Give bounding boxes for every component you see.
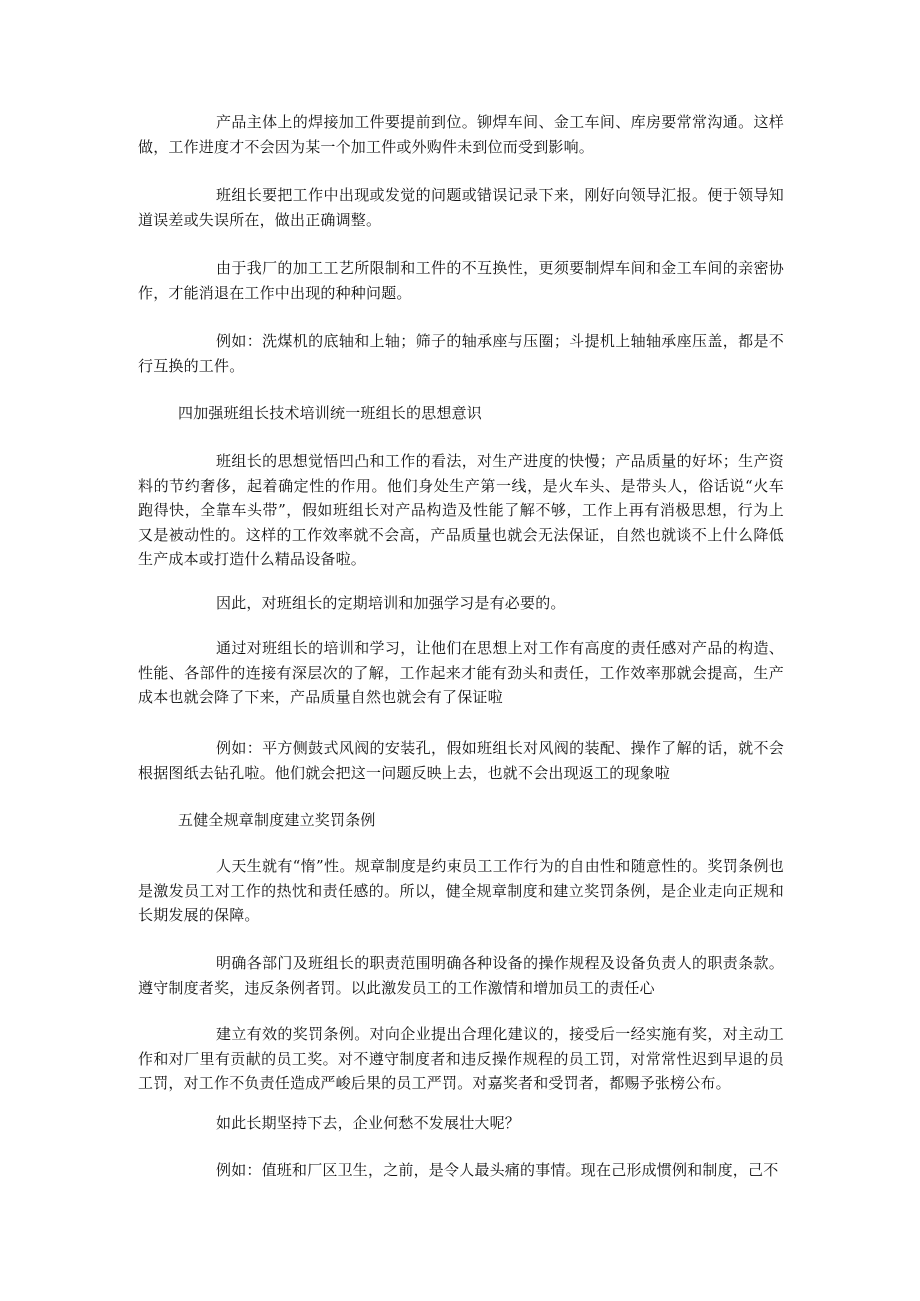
paragraph-12	[138, 1111, 784, 1136]
paragraph-text: 明确各部门及班组长的职责范围明确各种设备的操作规程及设备负责人的职责条款。遵守制度者奖，违反条例者罚。以此激发员工的工作激情和增加员工的责任心	[138, 954, 784, 997]
paragraph-text: 建立有效的奖罚条例。对向企业提出合理化建议的，接受后一经实施有奖，对主动工作和对厂里有贡献的员工奖。对不遵守制度者和违反操作规程的员工罚，对常常性迟到早退的员工罚，对工作不负责任造成严峻后果的员工严罚。对嘉奖者和受罚者，都赐予张榜公布。	[138, 1025, 784, 1092]
section-heading-text: 四加强班组长技术培训统一班组长的思想意识	[178, 404, 483, 422]
paragraph-2	[138, 183, 784, 232]
section-heading-text: 五健全规章制度建立奖罚条例	[178, 811, 376, 829]
paragraph-text: 例如：洗煤机的底轴和上轴；筛子的轴承座与压圈；斗提机上轴轴承座压盖，都是不行互换的工件。	[138, 332, 784, 375]
paragraph-5	[138, 449, 784, 572]
paragraph-6	[138, 591, 784, 616]
paragraph-text: 因此，对班组长的定期培训和加强学习是有必要的。	[216, 594, 566, 612]
paragraph-3	[138, 256, 784, 305]
section-heading-5	[138, 808, 784, 833]
paragraph-text: 班组长的思想觉悟凹凸和工作的看法，对生产进度的快慢；产品质量的好坏；生产资料的节约奢侈，起着确定性的作用。他们身处生产第一线，是火车头、是带头人，俗话说“火车跑得快，全靠车头带”，假如班组长对产品构造及性能了解不够，工作上再有消极思想，行为上又是被动性的。这样的工作效率就不会高，产品质量也就会无法保证，自然也就谈不上什么降低生产成本或打造什么精品设备啦。	[138, 452, 784, 568]
paragraph-13	[138, 1158, 784, 1183]
paragraph-7	[138, 636, 784, 710]
paragraph-11	[138, 1022, 784, 1096]
paragraph-9	[138, 854, 784, 928]
paragraph-8	[138, 736, 784, 785]
paragraph-4	[138, 329, 784, 378]
paragraph-text: 通过对班组长的培训和学习，让他们在思想上对工作有高度的责任感对产品的构造、性能、各部件的连接有深层次的了解，工作起来才能有劲头和责任，工作效率那就会提高，生产成本也就会降了下来，产品质量自然也就会有了保证啦	[138, 639, 784, 706]
section-heading-4	[138, 401, 784, 426]
paragraph-text: 产品主体上的焊接加工件要提前到位。铆焊车间、金工车间、库房要常常沟通。这样做，工作进度才不会因为某一个加工件或外购件未到位而受到影响。	[138, 113, 784, 156]
paragraph-text: 例如：值班和厂区卫生，之前，是令人最头痛的事情。现在己形成惯例和制度，己不	[216, 1161, 779, 1179]
paragraph-text: 如此长期坚持下去，企业何愁不发展壮大呢？	[216, 1114, 521, 1132]
paragraph-text: 人天生就有“惰”性。规章制度是约束员工工作行为的自由性和随意性的。奖罚条例也是激发员工对工作的热忱和责任感的。所以，健全规章制度和建立奖罚条例，是企业走向正规和长期发展的保障。	[138, 857, 784, 924]
paragraph-text: 由于我厂的加工工艺所限制和工件的不互换性，更须要制焊车间和金工车间的亲密协作，才能消退在工作中出现的种种问题。	[138, 259, 784, 302]
paragraph-10	[138, 951, 784, 1000]
paragraph-text: 例如：平方侧鼓式风阀的安装孔，假如班组长对风阀的装配、操作了解的话，就不会根据图纸去钻孔啦。他们就会把这一问题反映上去，也就不会出现返工的现象啦	[138, 739, 784, 782]
paragraph-1	[138, 110, 784, 159]
paragraph-text: 班组长要把工作中出现或发觉的问题或错误记录下来，刚好向领导汇报。便于领导知道误差或失误所在，做出正确调整。	[138, 186, 784, 229]
